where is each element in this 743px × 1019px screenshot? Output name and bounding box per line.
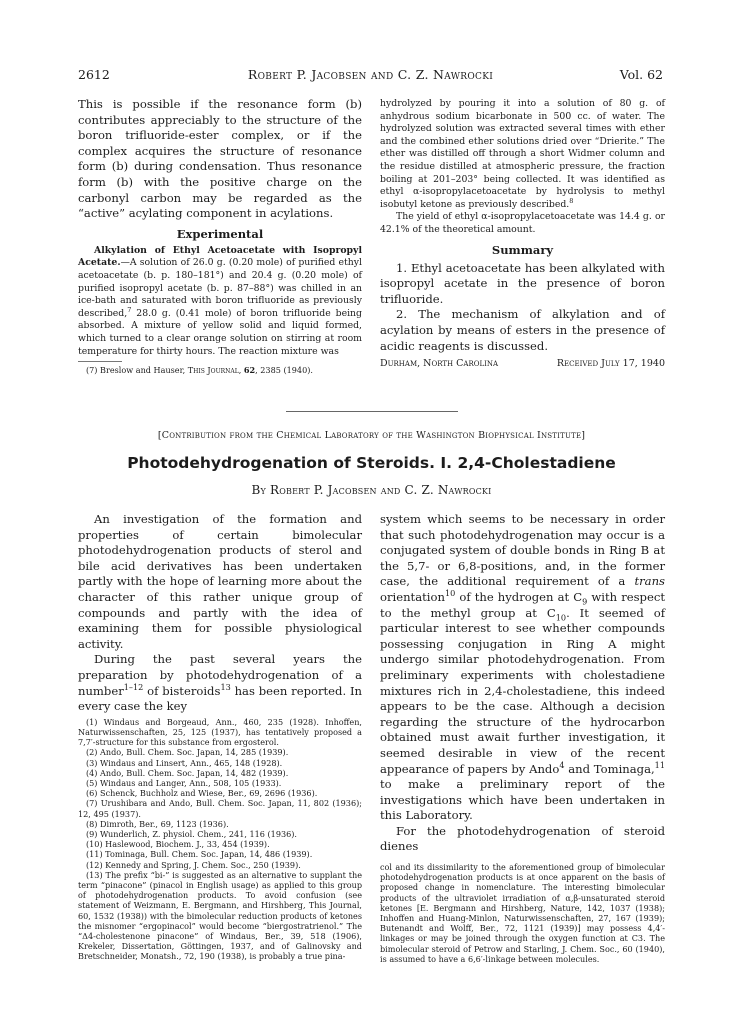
place-label: Durham, North Carolina	[380, 358, 499, 370]
article-title: Photodehydrogenation of Steroids. I. 2,4-Cholestadiene	[127, 454, 616, 472]
running-title: Robert P. Jacobsen and C. Z. Nawrocki	[247, 67, 494, 82]
footnote-ref-8: 8	[569, 196, 574, 205]
experimental-paragraph	[78, 245, 362, 358]
page-number: 2612	[78, 67, 110, 82]
footnote-7-authors: Breslow and Hauser,	[100, 365, 186, 376]
preparation-paragraph	[78, 652, 362, 714]
experimental-heading: Experimental	[176, 226, 264, 241]
footnote-item: (5) Windaus and Langer, Ann., 508, 105 (1933).	[86, 777, 282, 788]
preparation-text-b: of bisteroids	[143, 683, 221, 698]
footnote-item: (3) Windaus and Linsert, Ann., 465, 148 (1928).	[86, 757, 283, 768]
contribution-line: [Contribution from the Chemical Laboratory of the Washington Biophysical Institute]	[157, 430, 586, 441]
top-left-column	[78, 97, 362, 375]
carbon-subscript-9: 9	[582, 596, 588, 607]
intro-paragraph: An investigation of the formation and properties of certain bimolecular photodehydrogenation products of sterol and bile acid derivatives has been undertaken partly with the hope of learning more about the character of this rather unique group of compounds and partly with the idea of examining them for possible physiological activity.	[78, 512, 362, 651]
bottom-left-column	[78, 512, 362, 962]
footnote-item: (4) Ando, Bull. Chem. Soc. Japan, 14, 482 (1939).	[86, 767, 289, 778]
experimental-continued-text: hydrolyzed by pouring it into a solution of 80 g. of anhydrous sodium bicarbonate in 500 cc. of water. The hydrolyzed solution was extracted several times with ether and the combined ether solutions dried over “Drierite.” The ether was distilled off through a short Widmer column and the residue distilled at atmospheric pressure, the fraction boiling at 201–203° being collected. It was identified as ethyl α-isopropylacetoacetate by hydrolysis to methyl isobutyl ketone as previously described.	[380, 98, 665, 210]
experimental-runin-heading: Alkylation of Ethyl Acetoacetate with Isopropyl Acetate.	[78, 244, 362, 269]
received-date: Received July 17, 1940	[556, 358, 665, 370]
conjugation-text-b: orientation	[380, 589, 445, 604]
summary-item-1: 1. Ethyl acetoacetate has been alkylated with isopropyl acetate in the presence of boron trifluoride.	[380, 260, 665, 306]
footnote-7-journal: This Journal,	[187, 365, 242, 376]
footnote-7	[78, 365, 362, 375]
running-header	[78, 67, 663, 83]
footnote-item: (7) Urushibara and Ando, Bull. Chem. Soc. Japan, 11, 802 (1936); 12, 495 (1937).	[78, 798, 362, 819]
conjugation-text-a: system which seems to be necessary in order that such photodehydrogenation may occur is a conjugated system of double bonds in Ring B at the 5,7- or 6,8-positions, and, in the former case, the additional requirement of a	[380, 512, 665, 589]
trans-italic: trans	[634, 574, 665, 589]
bottom-right-column	[380, 512, 665, 964]
experimental-text-2: 28.0 g. (0.41 mole) of boron trifluoride being absorbed. A mixture of yellow solid and liquid formed, which turned to a clear orange solution on stirring at room temperature for thirty hours. The reaction mixture was	[78, 307, 362, 357]
resonance-paragraph: This is possible if the resonance form (b) contributes appreciably to the structure of the boron trifluoride-ester complex, or if the complex acquires the structure of resonance form (b) during condensation. Thus resonance form (b) with the positive charge on the carbonyl carbon may be regarded as the “active” acylating component in acylations.	[78, 97, 362, 221]
signature-line	[380, 358, 665, 369]
footnote-item: (6) Schenck, Buchholz and Wiese, Ber., 69, 2696 (1936).	[86, 788, 318, 799]
volume-label: Vol. 62	[619, 67, 663, 82]
footnote-item: (11) Tominaga, Bull. Chem. Soc. Japan, 14, 486 (1939).	[86, 849, 313, 860]
preparation-text-c: has been reported. In every case the key	[78, 683, 363, 714]
conjugation-text-f: and Tominaga,	[564, 761, 655, 776]
summary-item-2: 2. The mechanism of alkylation and of acylation by means of esters in the presence of acidic reagents is discussed.	[380, 307, 665, 353]
experimental-continued	[380, 98, 665, 211]
footnote-ref-11: 11	[654, 759, 665, 770]
footnote-7-rest: , 2385 (1940).	[255, 365, 313, 376]
footnote-7-number: (7)	[86, 365, 98, 376]
footnote-7-volume: 62	[243, 365, 256, 376]
conjugation-text-c: of the hydrogen at C	[455, 589, 583, 604]
footnote-item: (12) Kennedy and Spring, J. Chem. Soc., 250 (1939).	[86, 859, 301, 870]
carbon-subscript-10: 10	[555, 611, 567, 622]
footnote-item: (8) Dimroth, Ber., 69, 1123 (1936).	[86, 818, 229, 829]
summary-heading: Summary	[491, 242, 554, 257]
experimental-text-1: —A solution of 26.0 g. (0.20 mole) of purified ethyl acetoacetate (b. p. 180–181°) and 20.4 g. (0.20 mole) of purified isopropyl acetate (b. p. 87–88°) was chilled in an ice-bath and saturated with boron trifluoride as previously described,	[78, 257, 362, 319]
photodehydrogenation-paragraph: For the photodehydrogenation of steroid dienes	[380, 823, 665, 854]
conjugation-text-g: to make a preliminary report of the investigations which have been undertaken in this Laboratory.	[380, 777, 665, 823]
yield-paragraph: The yield of ethyl α-isopropylacetoacetate was 14.4 g. or 42.1% of the theoretical amount.	[380, 211, 665, 235]
footnote-ref-10: 10	[444, 588, 456, 599]
footnote-item: (2) Ando, Bull. Chem. Soc. Japan, 14, 285 (1939).	[86, 747, 289, 758]
footnote-item: (10) Haslewood, Biochem. J., 33, 454 (1939).	[86, 839, 270, 850]
article-byline: By Robert P. Jacobsen and C. Z. Nawrocki	[251, 483, 492, 497]
preparation-text-a: During the past several years the preparation by photodehydrogenation of a number	[78, 652, 362, 698]
footnote-separator	[78, 361, 122, 362]
footnote-13-continued: col and its dissimilarity to the aforementioned group of bimolecular photodehydrogenation products is at once apparent on the basis of proposed change in nomenclature. The interesting bimolecular products of the ultraviolet irradiation of α,β-unsaturated steroid ketones [E. Bergmann and Hirshberg, Nature, 142, 1037 (1938); Inhoffen and Huang-Minlon, Naturwissenschaften, 27, 167 (1939); Butenandt and Wolff, Ber., 72, 1121 (1939)] may possess 4,4′-linkages or may be joined through the oxygen function at C3. The bimolecular steroid of Petrow and Starling, J. Chem. Soc., 60 (1940), is assumed to have a 6,6′-linkage between molecules.	[380, 862, 665, 964]
top-right-column	[380, 98, 665, 369]
footnote-ref-1-12: 1–12	[123, 681, 144, 692]
article-divider	[286, 411, 458, 412]
conjugation-text-d: with respect to the methyl group at C	[380, 589, 665, 620]
conjugation-paragraph	[380, 512, 665, 824]
footnote-item: (9) Wunderlich, Z. physiol. Chem., 241, 116 (1936).	[86, 828, 297, 839]
footnote-list	[78, 717, 362, 962]
footnote-ref-4: 4	[559, 759, 565, 770]
footnote-ref-7: 7	[127, 305, 132, 314]
footnote-item: (13) The prefix “bi-” is suggested as an alternative to supplant the term “pinacone” (pinacol in English usage) as applied to this group of photodehydrogenation products. To avoid confusion (see statement of Weizmann, E. Bergmann, and Hirshberg, This Journal, 60, 1532 (1938)) with the bimolecular reduction products of ketones the misnomer “ergopinacol” would become “biergostratrienol.” The “Δ4-cholestenone pinacone” of Windaus, Ber., 39, 518 (1906), Krekeler, Dissertation, Göttingen, 1937, and of Galinovsky and Bretschneider, Monatsh., 72, 190 (1938), is probably a true pina-	[78, 869, 362, 962]
footnote-item: (1) Windaus and Borgeaud, Ann., 460, 235 (1928). Inhoffen, Naturwissenschaften, 25, 125 (1937), has tentatively proposed a 7,7′-structure for this substance from ergosterol.	[78, 716, 362, 748]
footnote-ref-13: 13	[220, 681, 231, 692]
conjugation-text-e: . It seemed of particular interest to see whether compounds possessing conjugation in Ring A might undergo similar photodehydrogenation. From preliminary experiments with cholestadiene mixtures rich in 2,4-cholestadiene, this indeed appears to be the case. Although a decision regarding the structure of the hydrocarbon obtained must await further investigation, it seemed desirable in view of the recent appearance of papers by Ando	[380, 605, 665, 776]
